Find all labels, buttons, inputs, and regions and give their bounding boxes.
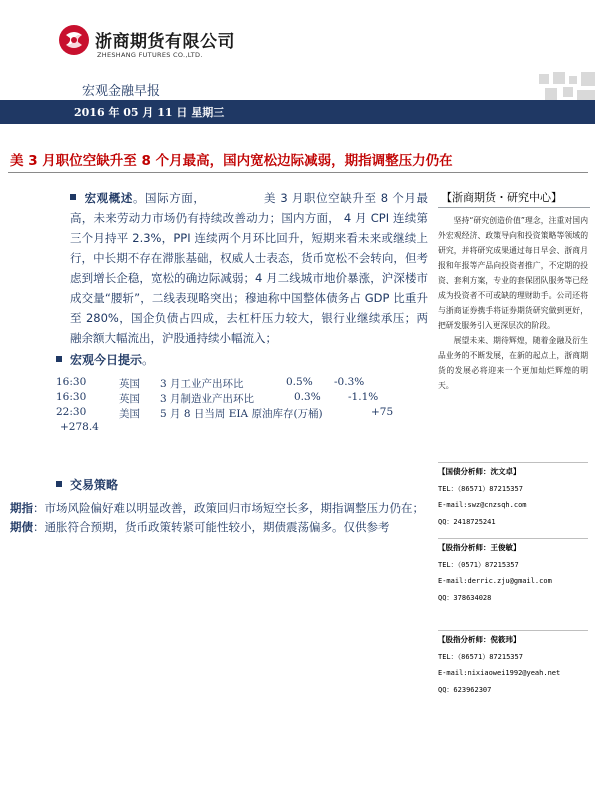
date-bar [0,100,595,124]
strategy-heading: 交易策略 [56,476,118,493]
company-name-en: ZHESHANG FUTURES CO.,LTD. [97,51,203,59]
analyst-name: 【股指分析师：倪筱玮】 [438,635,521,644]
event-time: 22:30 [56,406,87,418]
bullet-square-icon [70,194,76,200]
analyst-tel: TEL：（86571）87215357 [438,484,523,493]
event-actual: -0.3% [334,376,365,388]
analyst-card [438,464,588,530]
overview-text-1: 。国际方面， [132,191,206,205]
bonds-strategy: 期债：通胀符合预期，货币政策转紧可能性较小，期债震荡偏多。仅供参考 [10,520,390,534]
event-time: 16:30 [56,376,87,388]
calendar-table [56,376,428,436]
event-prev: 0.3% [294,391,321,403]
bullet-square-icon [56,481,62,487]
table-row-continuation [56,421,428,436]
table-row [56,406,428,421]
divider [438,207,590,208]
headline: 美 3 月职位空缺升至 8 个月最高，国内宽松边际减弱，期指调整压力仍在 [10,153,453,169]
company-name-cn: 浙商期货有限公司 [95,32,235,52]
event-item: 3 月工业产出环比 [160,378,244,390]
analyst-name: 【股指分析师：王俊敏】 [438,543,521,552]
sidebar-paragraph: 展望未来、期待辉煌，随着金融及衍生品业务的不断发展，在新的起点上，浙商期货的发展必将迎来一个更加灿烂辉煌的明天。 [438,336,588,390]
event-country: 美国 [119,408,140,420]
analyst-tel: TEL：（0571）87215357 [438,560,519,569]
analyst-qq: QQ：378634028 [438,593,492,602]
header-decoration [535,72,595,100]
macro-overview [70,188,428,348]
analyst-name: 【国债分析师：沈文卓】 [438,467,521,476]
analyst-card [438,540,588,606]
analyst-tel: TEL：（86571）87215357 [438,652,523,661]
analyst-email[interactable]: E-mail:swz@cnzsqh.com [438,501,527,509]
event-time: 16:30 [56,391,87,403]
event-prev: 0.5% [286,376,313,388]
report-type: 宏观金融早报 [82,84,161,99]
sidebar-title: 【浙商期货・研究中心】 [441,191,562,204]
bullet-square-icon [56,356,62,362]
calendar-heading: 宏观今日提示。 [56,351,154,368]
event-actual: +278.4 [60,421,99,433]
company-logo-icon [58,24,90,56]
event-item: 3 月制造业产出环比 [160,393,255,405]
table-row [56,391,428,406]
overview-text-2: 美 3 月职位空缺升至 8 个月最高，未来劳动力市场仍有持续改善动力；国内方面， 4 月 CPI 连续第三个月持平 2.3%，PPI 连续两个月环比回升，短期来看未来或继续上行，中长期不存在滞胀基础，权威人士表态，货币宽松不会转向，但考虑到增长企稳，宽松的确边际减弱；4 月二线城市地价暴涨，沪深楼市成交量“腰斩”，二线表现略突出；穆迪称中国整体债务占 GDP 比重升至 280%，国企负债占四成，去杠杆压力较大，银行业继续承压；两融余额大幅流出，沪股通持续小幅流入； [70,191,428,345]
divider [438,538,588,539]
analyst-email[interactable]: E-mail:nixiaowei1992@yeah.net [438,669,561,677]
divider [438,630,588,631]
analyst-qq: QQ：2418725241 [438,517,496,526]
event-country: 英国 [119,393,140,405]
analyst-qq: QQ：623962307 [438,685,492,694]
sidebar-paragraph: 坚持“研究创造价值”理念，注重对国内外宏观经济、政策导向和投资策略等领域的研究，并将研究成果通过每日早会、浙商月报和年报等产品向投资者推广，不定期的投资、套利方案，专业的套保团队服务等已经成为投资者不可或缺的理财助手。公司还将与浙商证券携手将证券期货研究做到更好，把研发服务引入更深层次的阶段。 [438,216,588,330]
analyst-card [438,632,588,698]
event-actual: -1.1% [348,391,379,403]
overview-heading: 宏观概述 [84,191,133,205]
event-item: 5 月 8 日当周 EIA 原油库存(万桶) [160,408,323,420]
trading-strategy [10,499,425,537]
table-row [56,376,428,391]
event-country: 英国 [119,378,140,390]
futures-strategy: 期指：市场风险偏好难以明显改善，政策回归市场短空长多，期指调整压力仍在； [10,501,424,515]
report-date: 2016 年 05 月 11 日 星期三 [74,106,225,119]
event-prev: +75 [371,406,394,418]
sidebar-intro [438,213,588,393]
divider [8,172,588,173]
analyst-email[interactable]: E-mail:derric.zju@gmail.com [438,577,552,585]
divider [438,462,588,463]
